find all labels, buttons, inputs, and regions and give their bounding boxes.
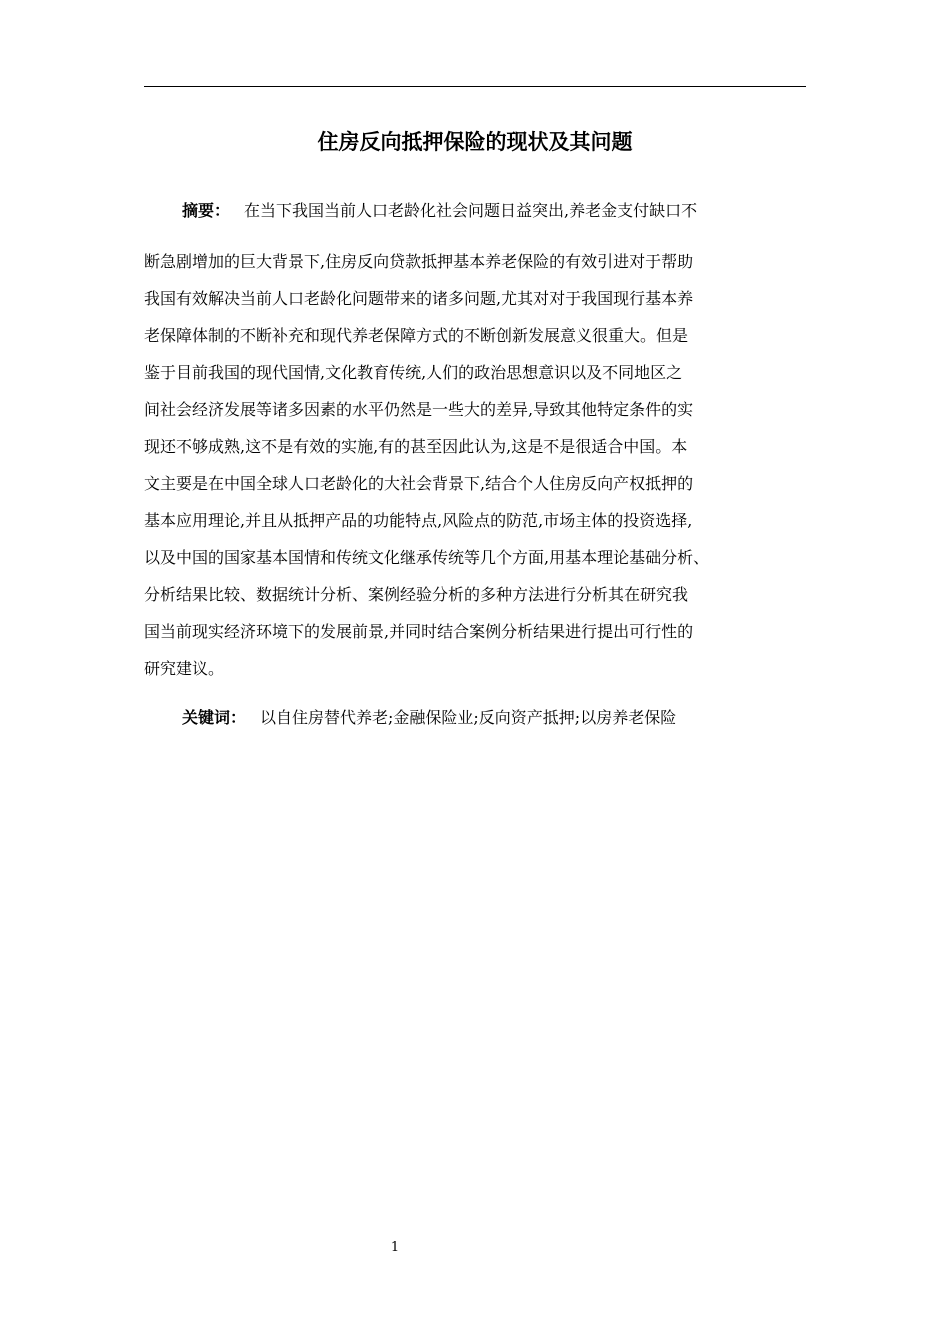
page-number: 1 [390, 1240, 400, 1255]
abstract-line: 基本应用理论,并且从抵押产品的功能特点,风险点的防范,市场主体的投资选择, [144, 511, 693, 530]
keywords-text: 以自住房替代养老;金融保险业;反向资产抵押;以房养老保险 [260, 708, 677, 727]
abstract-line: 现还不够成熟,这不是有效的实施,有的甚至因此认为,这是不是很适合中国。本 [144, 437, 688, 456]
abstract [144, 192, 806, 687]
abstract-line: 分析结果比较、数据统计分析、案例经验分析的多种方法进行分析其在研究我 [144, 585, 689, 604]
abstract-label: 摘要： [182, 201, 231, 220]
abstract-line: 鉴于目前我国的现代国情,文化教育传统,人们的政治思想意识以及不同地区之 [144, 363, 683, 382]
abstract-line: 以及中国的国家基本国情和传统文化继承传统等几个方面,用基本理论基础分析、 [144, 548, 710, 567]
abstract-line: 文主要是在中国全球人口老龄化的大社会背景下,结合个人住房反向产权抵押的 [144, 474, 694, 493]
document-title: 住房反向抵押保险的现状及其问题 [317, 130, 633, 154]
keywords [144, 700, 806, 736]
abstract-line: 研究建议。 [144, 659, 225, 678]
abstract-line: 国当前现实经济环境下的发展前景,并同时结合案例分析结果进行提出可行性的 [144, 622, 694, 641]
abstract-line: 间社会经济发展等诸多因素的水平仍然是一些大的差异,导致其他特定条件的实 [144, 400, 694, 419]
abstract-line: 老保障体制的不断补充和现代养老保障方式的不断创新发展意义很重大。但是 [144, 326, 689, 345]
abstract-line: 断急剧增加的巨大背景下,住房反向贷款抵押基本养老保险的有效引进对于帮助 [144, 252, 694, 271]
header-rule [144, 86, 806, 87]
abstract-line: 我国有效解决当前人口老龄化问题带来的诸多问题,尤其对对于我国现行基本养 [144, 289, 694, 308]
keywords-label: 关键词： [182, 708, 247, 727]
abstract-first-line [144, 192, 806, 229]
abstract-first-line-text: 在当下我国当前人口老龄化社会问题日益突出,养老金支付缺口不 [244, 201, 698, 220]
